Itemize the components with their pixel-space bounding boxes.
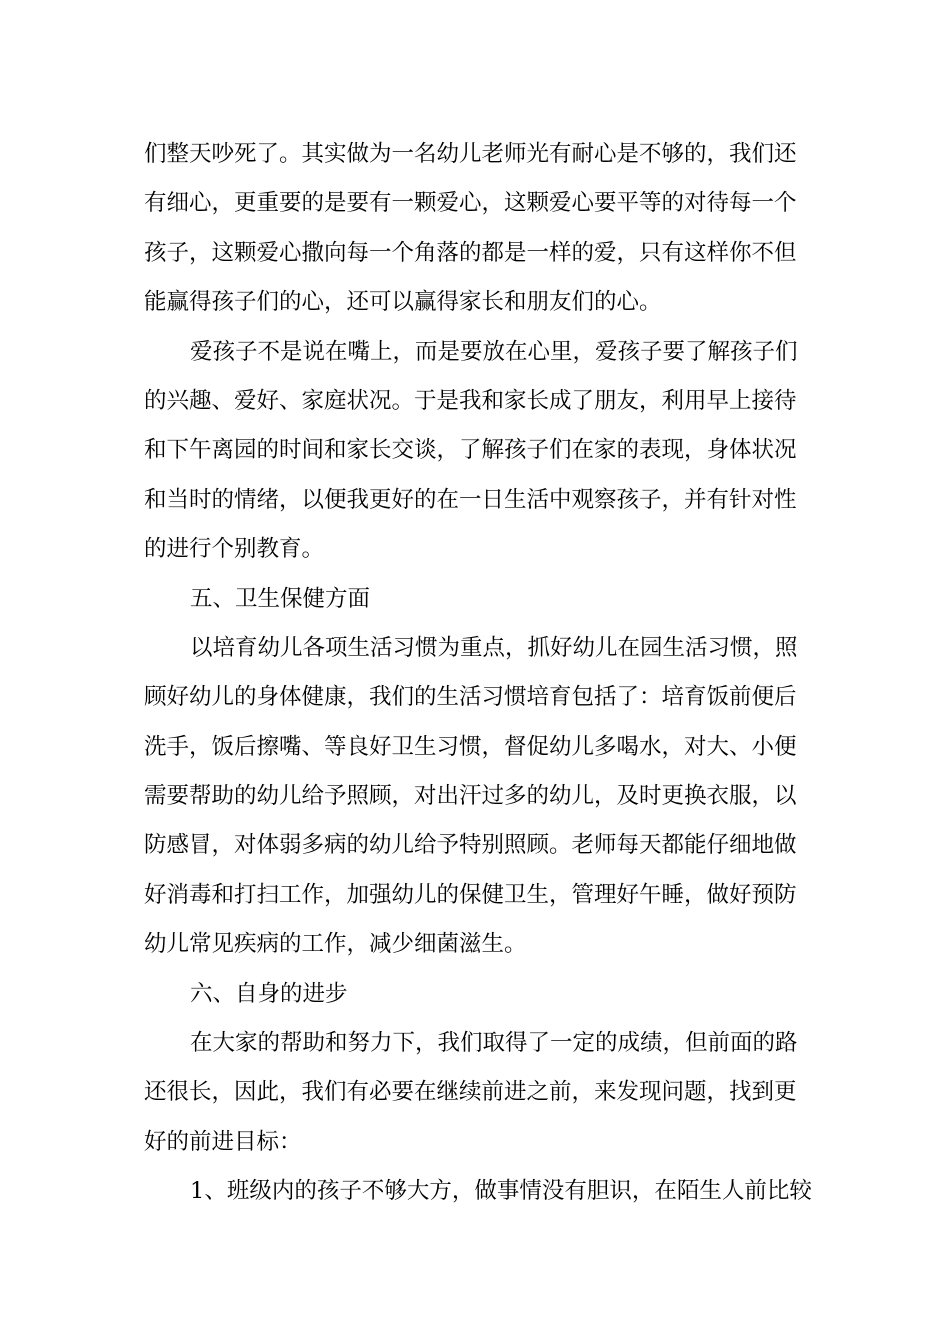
text-line: 好消毒和打扫工作，加强幼儿的保健卫生，管理好午睡，做好预防	[144, 881, 797, 908]
text-line: 还很长，因此，我们有必要在继续前进之前，来发现问题，找到更	[144, 1079, 797, 1106]
text-line: 防感冒，对体弱多病的幼儿给予特别照顾。老师每天都能仔细地做	[144, 832, 797, 859]
text-line: 好的前进目标：	[144, 1128, 302, 1155]
section-heading-hygiene: 五、卫生保健方面	[190, 585, 371, 612]
text-line: 幼儿常见疾病的工作，减少细菌滋生。	[144, 931, 527, 958]
text-line: 顾好幼儿的身体健康，我们的生活习惯培育包括了：培育饭前便后	[144, 684, 797, 711]
text-line: 孩子，这颗爱心撒向每一个角落的都是一样的爱，只有这样你不但	[144, 239, 797, 266]
document-page	[144, 130, 812, 1217]
paragraph-first-line: 在大家的帮助和努力下，我们取得了一定的成绩，但前面的路	[190, 1030, 798, 1057]
text-line: 洗手，饭后擦嘴、等良好卫生习惯，督促幼儿多喝水，对大、小便	[144, 733, 797, 760]
paragraph-first-line: 爱孩子不是说在嘴上，而是要放在心里，爱孩子要了解孩子们	[190, 338, 798, 365]
list-item-first-line: 1、班级内的孩子不够大方，做事情没有胆识，在陌生人前比较	[190, 1178, 812, 1205]
section-heading-self-progress: 六、自身的进步	[190, 980, 348, 1007]
text-line: 和当时的情绪，以便我更好的在一日生活中观察孩子，并有针对性	[144, 486, 797, 513]
paragraph-first-line: 以培育幼儿各项生活习惯为重点，抓好幼儿在园生活习惯，照	[190, 634, 798, 661]
text-line: 们整天吵死了。其实做为一名幼儿老师光有耐心是不够的，我们还	[144, 141, 797, 167]
text-line: 的兴趣、爱好、家庭状况。于是我和家长成了朋友，利用早上接待	[144, 387, 797, 414]
text-line: 的进行个别教育。	[144, 536, 325, 563]
text-line: 需要帮助的幼儿给予照顾，对出汗过多的幼儿，及时更换衣服，以	[144, 783, 797, 810]
text-line: 和下午离园的时间和家长交谈，了解孩子们在家的表现，身体状况	[144, 437, 797, 464]
text-line: 有细心，更重要的是要有一颗爱心，这颗爱心要平等的对待每一个	[144, 190, 797, 217]
text-line: 能赢得孩子们的心，还可以赢得家长和朋友们的心。	[144, 289, 662, 316]
